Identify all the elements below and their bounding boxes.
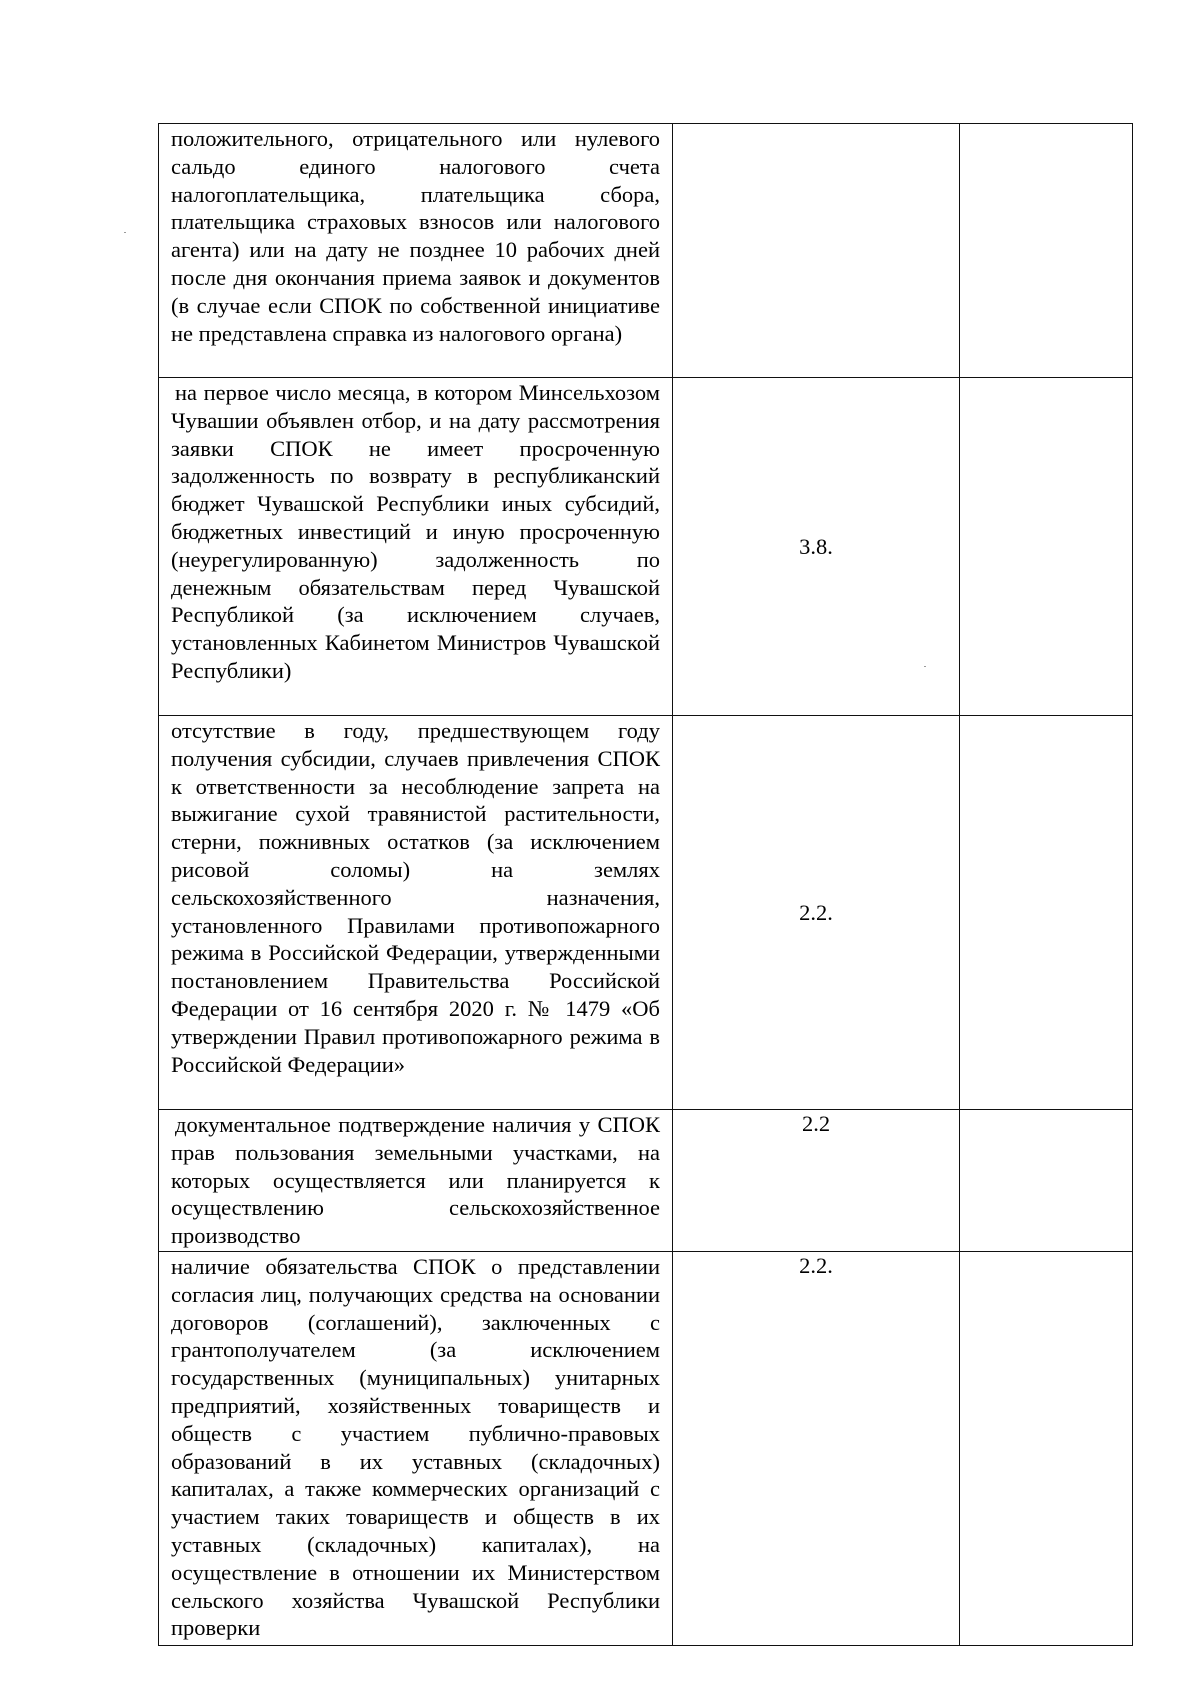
- requirement-cell: [159, 124, 673, 378]
- requirement-cell: [159, 1110, 673, 1252]
- table-row: [159, 378, 1133, 716]
- table-row: [159, 1110, 1133, 1252]
- requirement-text: наличие обязательства СПОК о представлении согласия лиц, получающих средства на основании договоров (соглашений), заключенных с грантополучателем (за исключением государственных (муниципальных) унитарных предприятий, хозяйственных товариществ и обществ с участием публично-правовых образований в их уставных (складочных) капиталах, а также коммерческих организаций с участием таких товариществ и обществ в их уставных (складочных) капиталах), на осуществление в отношении их Министерством сельского хозяйства Чувашской Республики проверки: [171, 1254, 660, 1641]
- note-cell: [960, 124, 1133, 378]
- clause-cell: [673, 378, 960, 716]
- scan-speck: [124, 232, 126, 233]
- table-row: [159, 716, 1133, 1110]
- table-row: [159, 1252, 1133, 1646]
- requirement-text-content: на первое число месяца, в котором Минсельхозом Чувашии объявлен отбор, и на дату рассмотрения заявки СПОК не имеет просроченную задолженность по возврату в республиканский бюджет Чувашской Республики иных субсидий, бюджетных инвестиций и иную просроченную (неурегулированную) задолженность по денежным обязательствам перед Чувашской Республикой (за исключением случаев, установленных Кабинетом Министров Чувашской Республики): [171, 380, 660, 683]
- requirement-text-content: документальное подтверждение наличия у СПОК прав пользования земельными участками, на которых осуществляется или планируется к осуществлению сельскохозяйственное производство: [171, 1112, 660, 1249]
- requirement-text: отсутствие в году, предшествующем году получения субсидии, случаев привлечения СПОК к ответственности за несоблюдение запрета на выжигание сухой травянистой растительности, стерни, пожнивных остатков (за исключением рисовой соломы) на землях сельскохозяйственного назначения, установленного Правилами противопожарного режима в Российской Федерации, утвержденными постановлением Правительства Российской Федерации от 16 сентября 2020 г. № 1479 «Об утверждении Правил противопожарного режима в Российской Федерации»: [171, 718, 660, 1077]
- clause-cell: [673, 716, 960, 1110]
- clause-number: 2.2.: [799, 899, 833, 925]
- requirement-cell: [159, 1252, 673, 1646]
- table-row: [159, 124, 1133, 378]
- clause-number: 2.2: [801, 1111, 831, 1136]
- note-cell: [960, 1252, 1133, 1646]
- note-cell: [960, 1110, 1133, 1252]
- clause-number: 2.2.: [799, 1253, 833, 1278]
- requirements-table: [158, 123, 1133, 1646]
- clause-number: 3.8.: [799, 533, 833, 559]
- clause-cell: [673, 1110, 960, 1252]
- clause-cell: [673, 124, 960, 378]
- requirement-text: положительного, отрицательного или нулевого сальдо единого налогового счета налогоплательщика, плательщика сбора, плательщика страховых взносов или налогового агента) или на дату не позднее 10 рабочих дней после дня окончания приема заявок и документов (в случае если СПОК по собственной инициативе не представлена справка из налогового органа): [171, 126, 660, 346]
- requirement-text: [171, 1111, 660, 1250]
- requirement-text: [171, 379, 660, 685]
- clause-cell: [673, 1252, 960, 1646]
- requirement-cell: [159, 378, 673, 716]
- note-cell: [960, 378, 1133, 716]
- note-cell: [960, 716, 1133, 1110]
- requirement-cell: [159, 716, 673, 1110]
